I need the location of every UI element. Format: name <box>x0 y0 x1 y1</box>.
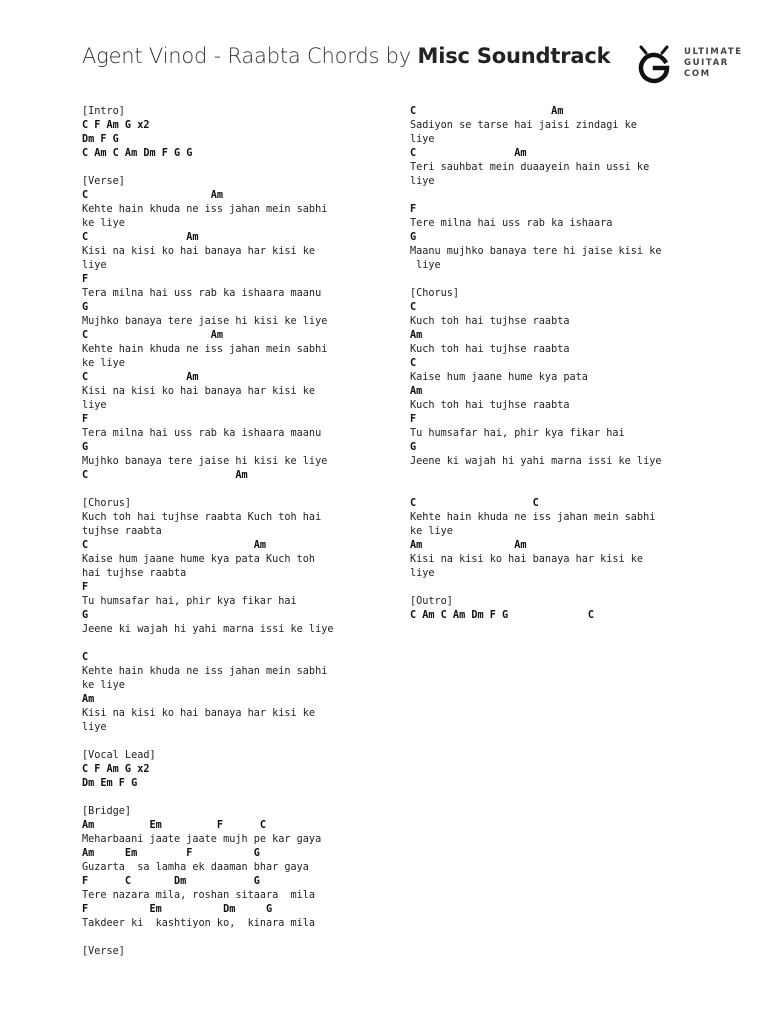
chord-line: Am <box>410 386 423 397</box>
lyric-line: liye <box>410 176 435 187</box>
chord-line: Am Em F C <box>82 820 267 831</box>
chord-line: C Am <box>82 372 199 383</box>
lyric-line: tujhse raabta <box>82 526 162 537</box>
lyric-line: Kuch toh hai tujhse raabta Kuch toh hai <box>82 512 322 523</box>
chord-line: F <box>410 204 417 215</box>
blank-line <box>410 581 730 595</box>
lyric-line: ke liye <box>82 358 125 369</box>
lyric-line: Takdeer ki kashtiyon ko, kinara mila <box>82 918 316 929</box>
lyric-line: Tera milna hai uss rab ka ishaara maanu <box>82 288 322 299</box>
lyric-line: Tere nazara mila, roshan sitaara mila <box>82 890 316 901</box>
chord-line: C <box>410 358 417 369</box>
section-label: [Verse] <box>82 176 125 187</box>
lyric-line: liye <box>410 260 441 271</box>
blank-line <box>82 161 382 175</box>
lyric-line: Kehte hain khuda ne iss jahan mein sabhi <box>82 344 328 355</box>
lyric-line: Teri sauhbat mein duaayein hain ussi ke <box>410 162 650 173</box>
chord-line: Am <box>410 330 423 341</box>
chord-line: G <box>410 442 417 453</box>
section-label: [Vocal Lead] <box>82 750 156 761</box>
lyric-line: Maanu mujhko banaya tere hi jaise kisi ke <box>410 246 662 257</box>
lyric-line: Meharbaani jaate jaate mujh pe kar gaya <box>82 834 322 845</box>
chord-line: C Am C Am Dm F G C <box>410 610 595 621</box>
page-header <box>82 44 610 68</box>
lyric-line: Kehte hain khuda ne iss jahan mein sabhi <box>82 666 328 677</box>
section-label: [Outro] <box>410 596 453 607</box>
lyric-line: Jeene ki wajah hi yahi marna issi ke liye <box>410 456 662 467</box>
section-label: [Verse] <box>82 946 125 957</box>
lyric-line: Kuch toh hai tujhse raabta <box>410 316 570 327</box>
chord-line: C Am <box>82 330 224 341</box>
lyric-line: liye <box>82 260 107 271</box>
lyric-line: ke liye <box>410 526 453 537</box>
lyric-line: Kehte hain khuda ne iss jahan mein sabhi <box>82 204 328 215</box>
lyric-line: Tere milna hai uss rab ka ishaara <box>410 218 613 229</box>
chord-line: C <box>82 652 89 663</box>
chord-line: C <box>410 302 417 313</box>
blank-line <box>410 189 730 203</box>
chord-line: Dm F G <box>82 134 119 145</box>
chord-line: F C Dm G <box>82 876 260 887</box>
lyric-line: Kisi na kisi ko hai banaya har kisi ke <box>82 246 316 257</box>
lyric-line: Kaise hum jaane hume kya pata <box>410 372 588 383</box>
chord-line: C C <box>410 498 539 509</box>
chord-line: C F Am G x2 <box>82 764 150 775</box>
lyric-line: ke liye <box>82 218 125 229</box>
blank-line <box>82 637 382 651</box>
blank-line <box>410 469 730 483</box>
logo-wordmark: ULTIMATE GUITAR COM <box>684 47 743 79</box>
lyric-line: Tu humsafar hai, phir kya fikar hai <box>82 596 297 607</box>
lyric-line: liye <box>410 568 435 579</box>
song-title: Agent Vinod - Raabta Chords by <box>82 44 418 68</box>
chord-line: C Am <box>82 232 199 243</box>
chord-line: C Am <box>82 190 224 201</box>
chord-line: F <box>82 414 89 425</box>
lyric-line: ke liye <box>82 680 125 691</box>
ultimate-guitar-logo[interactable] <box>634 44 744 88</box>
lyric-line: Kisi na kisi ko hai banaya har kisi ke <box>82 708 316 719</box>
chords-column-right <box>410 105 730 623</box>
chord-line: F <box>82 274 89 285</box>
lyric-line: liye <box>82 722 107 733</box>
chord-line: G <box>82 610 89 621</box>
lyric-line: Sadiyon se tarse hai jaisi zindagi ke <box>410 120 637 131</box>
chords-column-left <box>82 105 382 959</box>
lyric-line: Kisi na kisi ko hai banaya har kisi ke <box>82 386 316 397</box>
chord-line: C Am C Am Dm F G G <box>82 148 193 159</box>
lyric-line: Mujhko banaya tere jaise hi kisi ke liye <box>82 456 328 467</box>
lyric-line: liye <box>410 134 435 145</box>
lyric-line: Mujhko banaya tere jaise hi kisi ke liye <box>82 316 328 327</box>
chord-line: F <box>82 582 89 593</box>
lyric-line: Jeene ki wajah hi yahi marna issi ke liye <box>82 624 334 635</box>
chord-line: C F Am G x2 <box>82 120 150 131</box>
ultimate-guitar-logo-icon <box>634 44 674 84</box>
chord-line: F <box>410 414 417 425</box>
chord-line: C Am <box>410 148 527 159</box>
chord-line: C Am <box>82 470 248 481</box>
lyric-line: Guzarta sa lamha ek daaman bhar gaya <box>82 862 309 873</box>
lyric-line: liye <box>82 400 107 411</box>
chord-line: Am Em F G <box>82 848 260 859</box>
artist-name[interactable]: Misc Soundtrack <box>417 44 611 68</box>
lyric-line: Kisi na kisi ko hai banaya har kisi ke <box>410 554 644 565</box>
chord-line: Am <box>82 694 95 705</box>
lyric-line: Tera milna hai uss rab ka ishaara maanu <box>82 428 322 439</box>
lyric-line: Kaise hum jaane hume kya pata Kuch toh <box>82 554 316 565</box>
chord-line: C Am <box>82 540 267 551</box>
lyric-line: hai tujhse raabta <box>82 568 187 579</box>
chord-line: G <box>82 302 89 313</box>
chord-line: F Em Dm G <box>82 904 273 915</box>
lyric-line: Kuch toh hai tujhse raabta <box>410 344 570 355</box>
chord-line: Dm Em F G <box>82 778 138 789</box>
lyric-line: Kuch toh hai tujhse raabta <box>410 400 570 411</box>
section-label: [Chorus] <box>410 288 460 299</box>
blank-line <box>82 791 382 805</box>
chord-line: Am Am <box>410 540 527 551</box>
lyric-line: Tu humsafar hai, phir kya fikar hai <box>410 428 625 439</box>
blank-line <box>82 931 382 945</box>
blank-line <box>410 483 730 497</box>
chord-line: G <box>82 442 89 453</box>
page-title <box>82 44 610 68</box>
lyric-line: Kehte hain khuda ne iss jahan mein sabhi <box>410 512 656 523</box>
blank-line <box>82 483 382 497</box>
chord-line: C Am <box>410 106 564 117</box>
blank-line <box>82 735 382 749</box>
section-label: [Bridge] <box>82 806 132 817</box>
chord-line: G <box>410 232 417 243</box>
blank-line <box>410 273 730 287</box>
section-label: [Chorus] <box>82 498 132 509</box>
section-label: [Intro] <box>82 106 125 117</box>
